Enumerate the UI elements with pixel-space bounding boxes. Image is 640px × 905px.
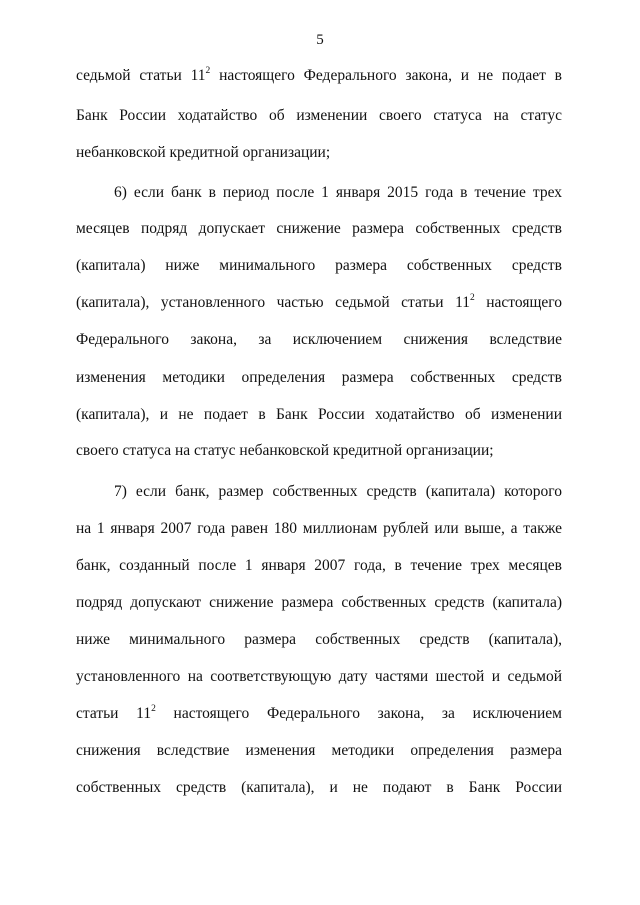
text-line: снижения вследствие изменения методики определения размера [76,742,562,759]
text-line: установленного на соответствующую дату частями шестой и седьмой [76,668,562,685]
text-line: Банк России ходатайство об изменении своего статуса на статус [76,107,562,124]
text-line: небанковской кредитной организации; [76,144,331,161]
text-line: статьи $11^2$ настоящего Федерального закона, за исключением [76,703,562,722]
text-line: на 1 января 2007 года равен 180 миллионам рублей или выше, а также [76,520,562,537]
text-line: месяцев подряд допускает снижение размера собственных средств [76,220,562,237]
page-number: 5 [316,32,324,48]
text-line: собственных средств (капитала), и не подают в Банк России [76,779,562,796]
text-line: (капитала) ниже минимального размера собственных средств [76,257,562,274]
text-line: банк, созданный после 1 января 2007 года, в течение трех месяцев [76,557,562,574]
text-line: 6) если банк в период после 1 января 2015 года в течение трех [114,184,562,201]
text-line: Федерального закона, за исключением снижения вследствие [76,331,562,348]
text-line: ниже минимального размера собственных средств (капитала), [76,631,562,648]
text-line: 7) если банк, размер собственных средств (капитала) которого [114,483,562,500]
text-line: изменения методики определения размера собственных средств [76,369,562,386]
text-line: своего статуса на статус небанковской кредитной организации; [76,442,494,459]
text-line: седьмой статьи $11^2$ настоящего Федерального закона, и не подает в [76,65,563,84]
text-line: (капитала), и не подает в Банк России ходатайство об изменении [76,406,562,423]
text-line: подряд допускают снижение размера собственных средств (капитала) [76,594,562,611]
text-line: (капитала), установленного частью седьмой статьи $11^2$ настоящего [76,292,562,311]
